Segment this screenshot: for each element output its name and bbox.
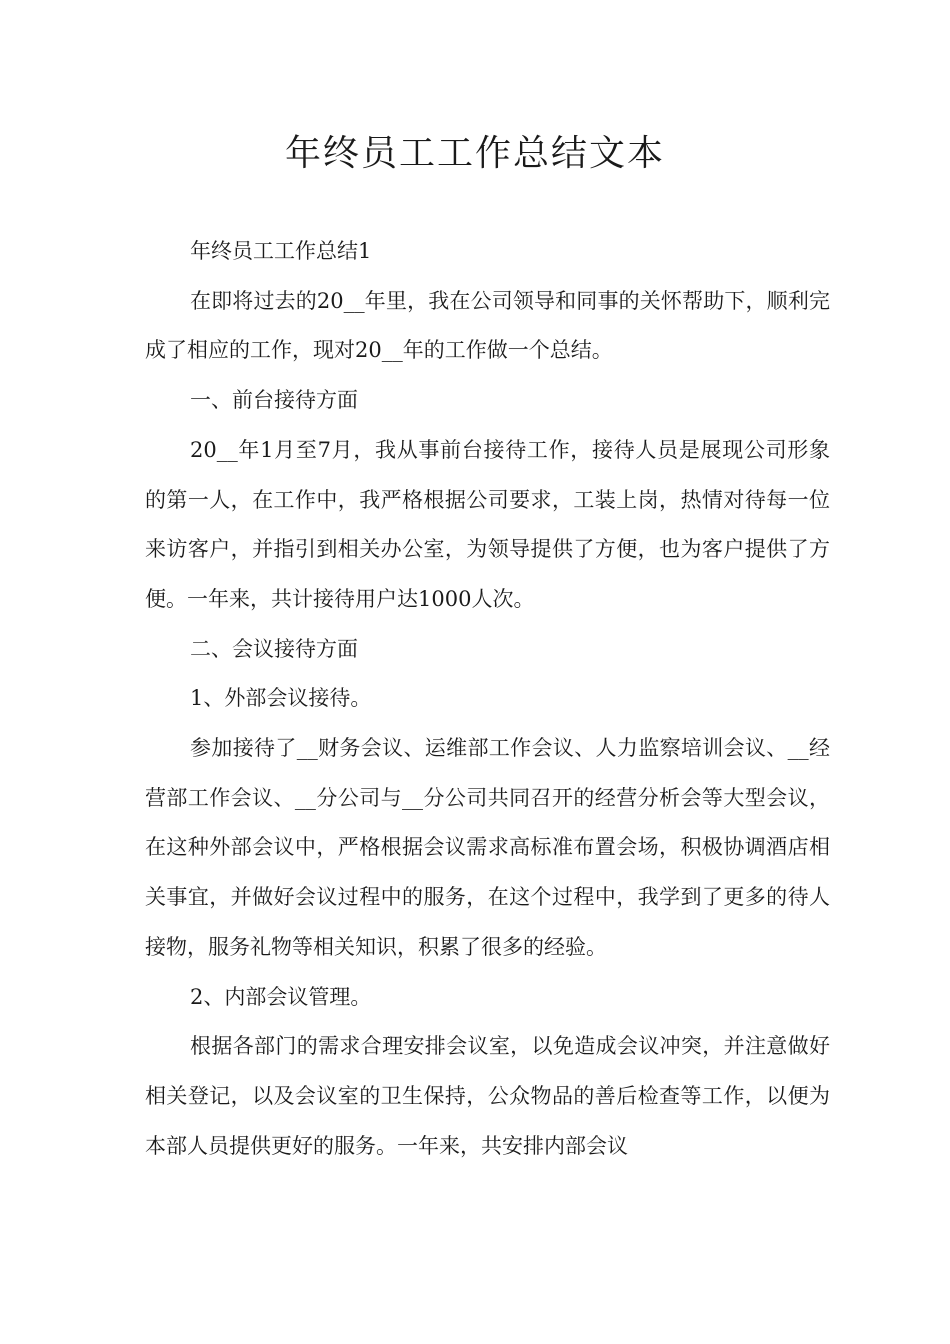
paragraph-internal-meetings: 根据各部门的需求合理安排会议室，以免造成会议冲突，并注意做好相关登记，以及会议室的卫生保持，公众物品的善后检查等工作，以便为本部人员提供更好的服务。一年来，共安排内部会议	[145, 1034, 830, 1158]
paragraph-external-meetings: 参加接待了__财务会议、运维部工作会议、人力监察培训会议、__经营部工作会议、__分公司与__分公司共同召开的经营分析会等大型会议，在这种外部会议中，严格根据会议需求高标准布置会场，积极协调酒店相关事宜，并做好会议过程中的服务，在这个过程中，我学到了更多的待人接物，服务礼物等相关知识，积累了很多的经验。	[145, 736, 830, 959]
document-title: 年终员工工作总结文本	[284, 133, 665, 174]
section-heading-reception: 一、前台接待方面	[190, 388, 358, 413]
paragraph-reception: 20__年1月至7月，我从事前台接待工作，接待人员是展现公司形象的第一人，在工作中，我严格根据公司要求，工装上岗，热情对待每一位来访客户，并指引到相关办公室，为领导提供了方便，也为客户提供了方便。一年来，共计接待用户达1000人次。	[145, 437, 830, 611]
paragraph-intro: 在即将过去的20__年里，我在公司领导和同事的关怀帮助下，顺利完成了相应的工作，现对20__年的工作做一个总结。	[145, 288, 830, 363]
subheading-internal-meetings: 2、内部会议管理。	[190, 984, 372, 1009]
document-body	[145, 227, 830, 1171]
section-heading-meetings: 二、会议接待方面	[190, 636, 358, 661]
subheading-external-meetings: 1、外部会议接待。	[190, 686, 372, 711]
section-heading-summary-1: 年终员工工作总结1	[190, 239, 372, 263]
